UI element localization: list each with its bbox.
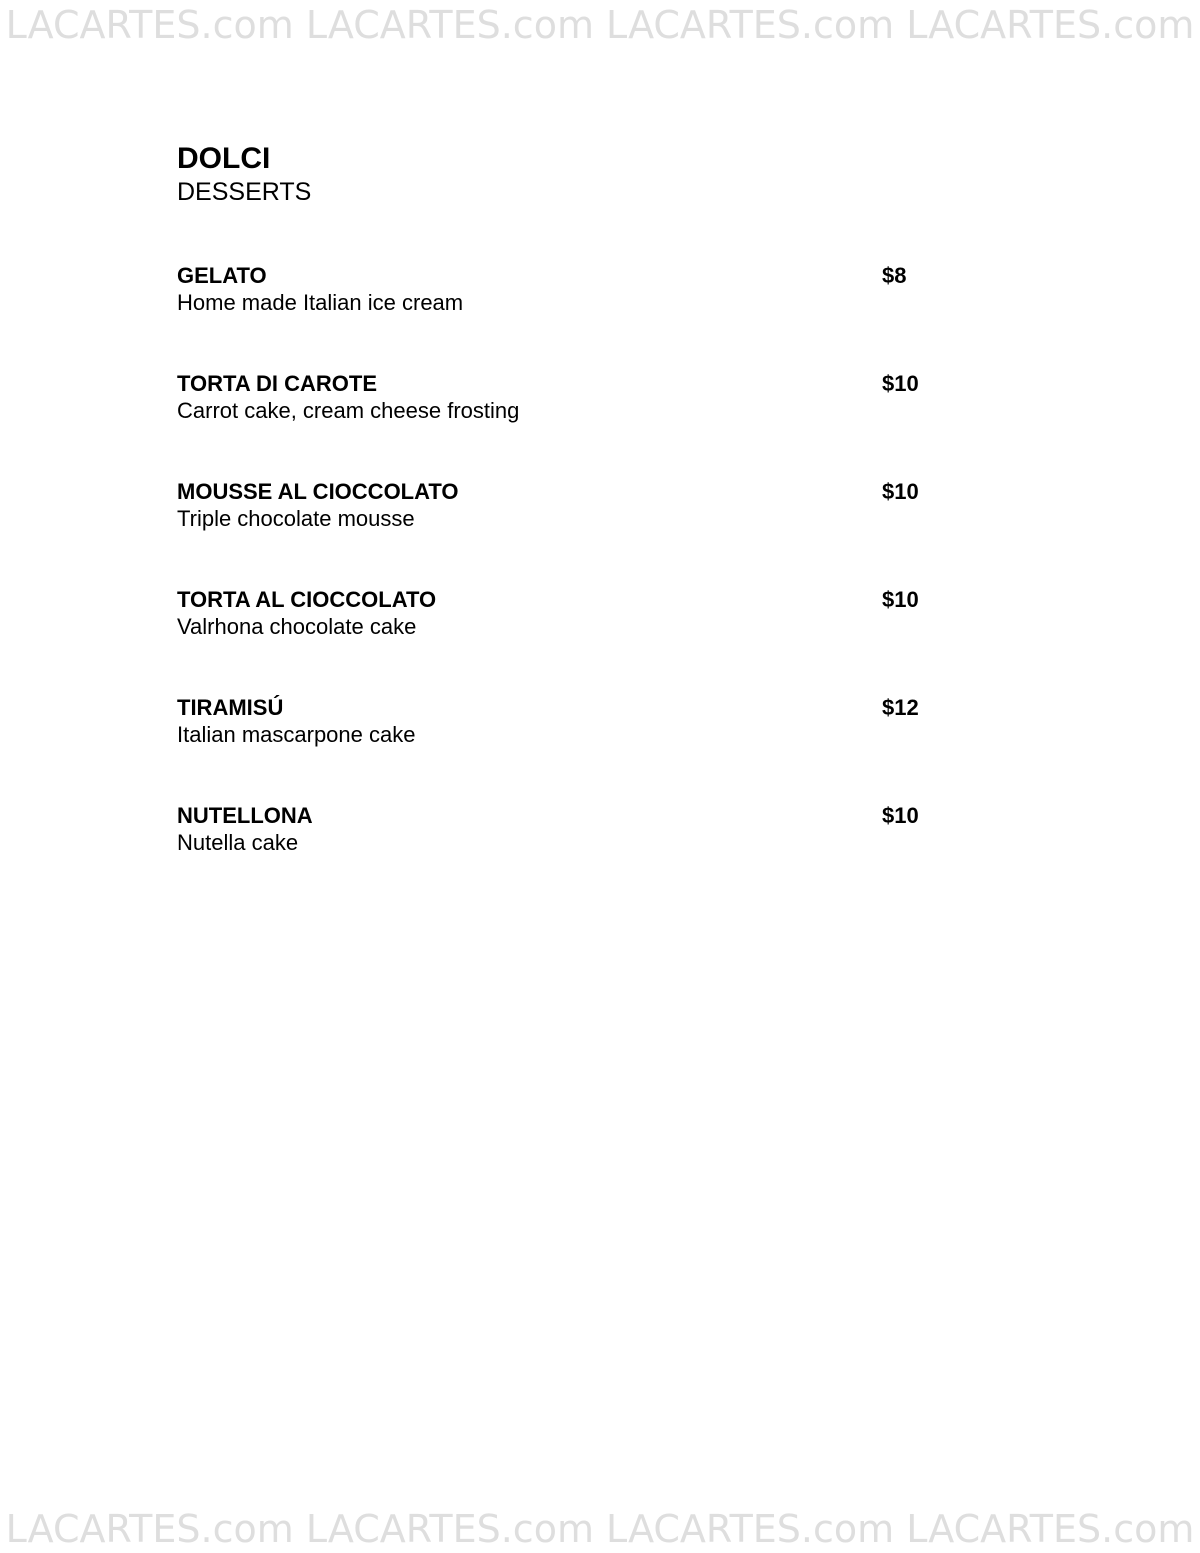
- menu-header: [177, 141, 311, 207]
- menu-item-description: Triple chocolate mousse: [177, 506, 415, 531]
- menu-item-name: TORTA AL CIOCCOLATO: [177, 587, 437, 612]
- menu-item-price: $12: [882, 695, 919, 720]
- menu-item-description: Italian mascarpone cake: [177, 722, 416, 747]
- menu-item: [177, 370, 937, 478]
- menu-item: [177, 694, 937, 802]
- menu-item-name: TORTA DI CAROTE: [177, 371, 378, 396]
- watermark-bottom: LACARTES.com LACARTES.com LACARTES.com LACARTES.com: [5, 1507, 1195, 1551]
- section-title: DOLCI: [177, 142, 271, 175]
- section-subtitle: DESSERTS: [177, 178, 312, 206]
- menu-item-price: $8: [882, 263, 907, 288]
- menu-item-price: $10: [882, 371, 919, 396]
- menu-item: [177, 478, 937, 586]
- menu-item-name: NUTELLONA: [177, 803, 313, 828]
- watermark-top: LACARTES.com LACARTES.com LACARTES.com LACARTES.com: [5, 3, 1195, 47]
- menu-item: [177, 262, 937, 370]
- menu-item-description: Valrhona chocolate cake: [177, 614, 417, 639]
- menu-item-description: Carrot cake, cream cheese frosting: [177, 398, 520, 423]
- menu-item-price: $10: [882, 803, 919, 828]
- menu-item-description: Home made Italian ice cream: [177, 290, 464, 315]
- menu-item-description: Nutella cake: [177, 830, 299, 855]
- menu-item-price: $10: [882, 587, 919, 612]
- menu-item: [177, 586, 937, 694]
- menu-item-name: TIRAMISÚ: [177, 695, 284, 720]
- menu-item-price: $10: [882, 479, 919, 504]
- menu-item-name: GELATO: [177, 263, 267, 288]
- menu-item-name: MOUSSE AL CIOCCOLATO: [177, 479, 459, 504]
- menu-item: [177, 802, 937, 910]
- menu-items-list: [177, 262, 937, 910]
